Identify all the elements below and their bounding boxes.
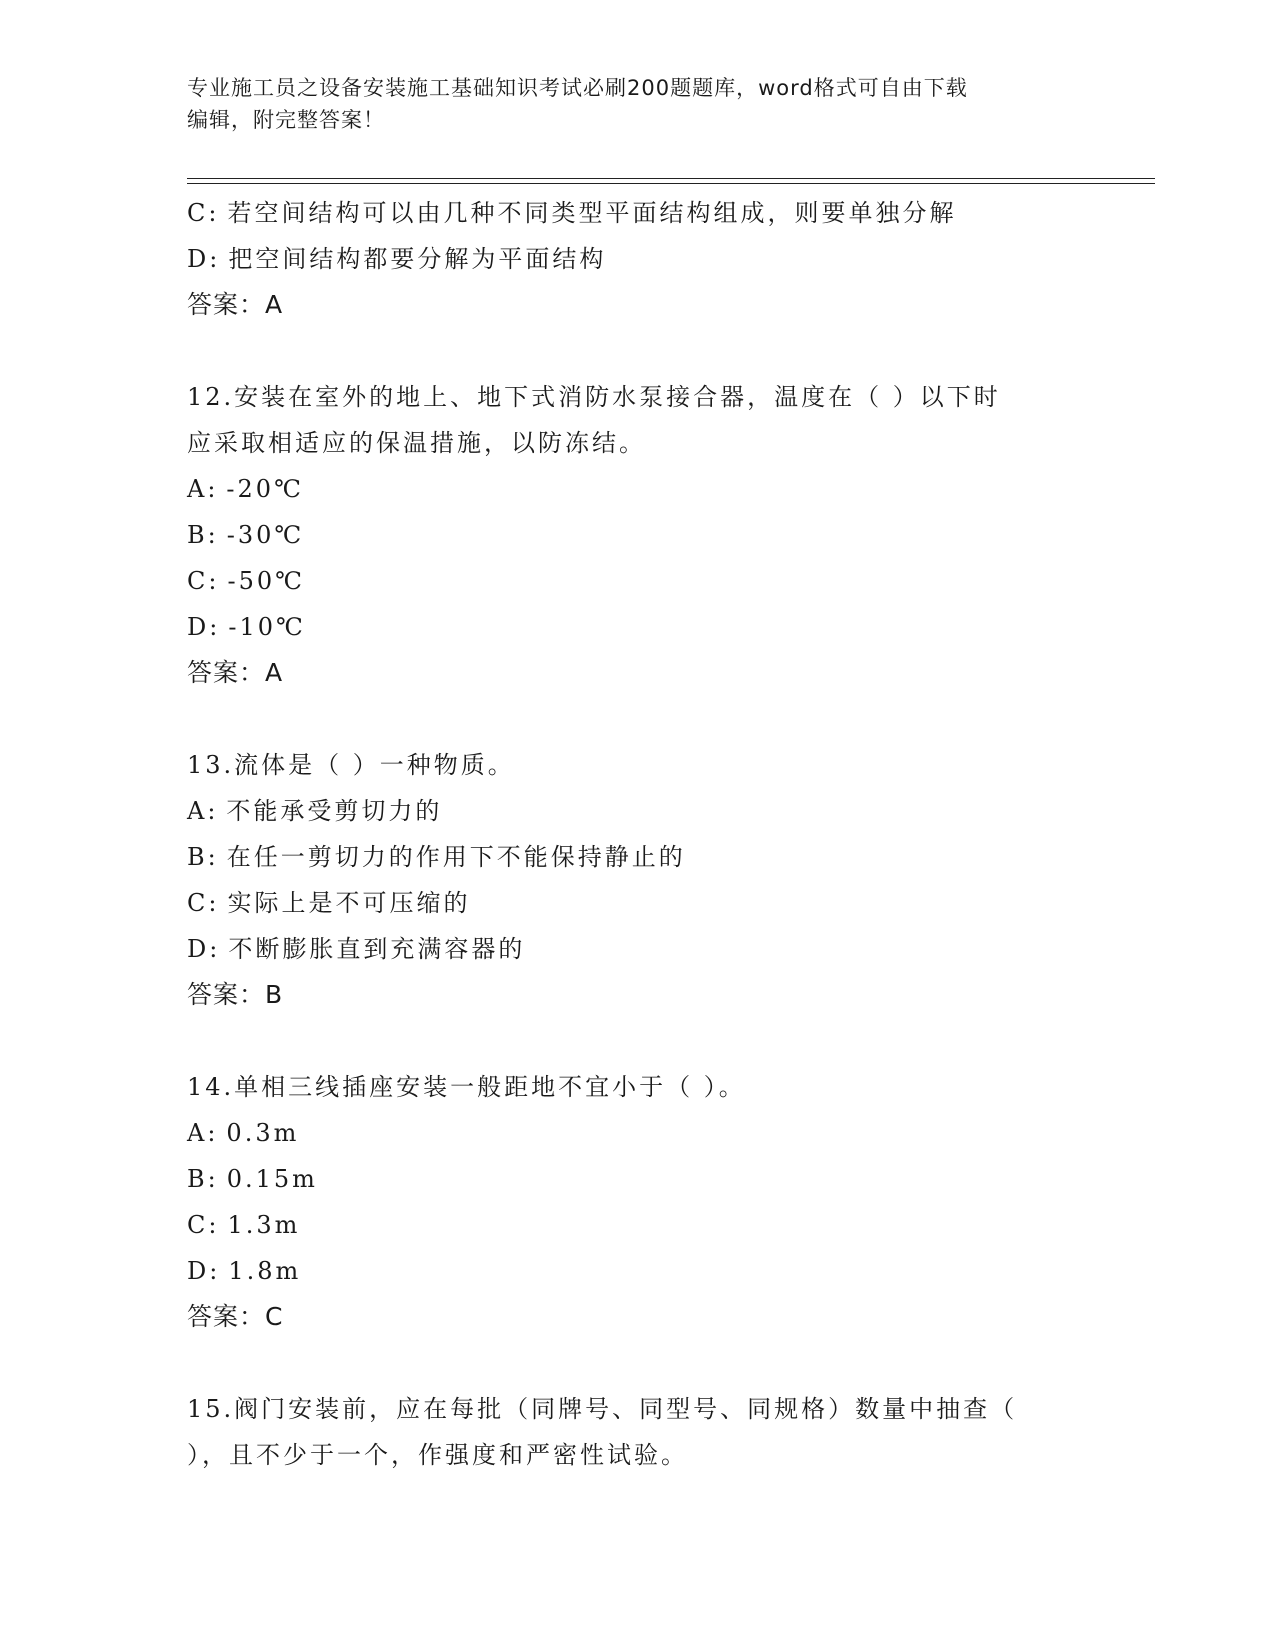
option-label: D:	[187, 613, 221, 641]
question-13	[187, 742, 1127, 1018]
option-label: A:	[187, 1119, 219, 1147]
option-a	[187, 1110, 1127, 1156]
answer: 答案：A	[187, 290, 284, 319]
question-14	[187, 1064, 1127, 1340]
option-c	[187, 1202, 1127, 1248]
option-text: -20℃	[226, 475, 304, 503]
option-a	[187, 466, 1127, 512]
option-label: A:	[187, 797, 219, 825]
option-text: -30℃	[226, 521, 305, 549]
option-label: C:	[187, 1211, 220, 1239]
option-d	[187, 604, 1127, 650]
question-11	[187, 190, 1127, 328]
option-label: B:	[187, 843, 219, 871]
option-label: C:	[187, 567, 220, 595]
option-label: D:	[187, 1257, 221, 1285]
spacer	[187, 1018, 1127, 1064]
question-15	[187, 1386, 1127, 1478]
header-divider-top	[187, 178, 1155, 179]
option-d	[187, 1248, 1127, 1294]
answer: 答案：B	[187, 980, 284, 1009]
option-text: 不能承受剪切力的	[226, 797, 443, 825]
option-b	[187, 1156, 1127, 1202]
option-c	[187, 190, 1127, 236]
option-text: 把空间结构都要分解为平面结构	[228, 245, 607, 273]
question-list	[187, 190, 1127, 1478]
option-a	[187, 788, 1127, 834]
question-stem: ），且不少于一个，作强度和严密性试验。	[187, 1441, 688, 1469]
question-stem: 15.阀门安装前，应在每批（同牌号、同型号、同规格）数量中抽查（	[187, 1395, 1018, 1423]
question-stem: 13.流体是（ ）一种物质。	[187, 751, 515, 779]
option-label: C:	[187, 889, 220, 917]
option-c	[187, 880, 1127, 926]
header-line-2: 编辑，附完整答案！	[187, 108, 385, 132]
question-stem: 应采取相适应的保温措施，以防冻结。	[187, 429, 646, 457]
option-b	[187, 834, 1127, 880]
option-text: 不断膨胀直到充满容器的	[228, 935, 526, 963]
option-label: A:	[187, 475, 219, 503]
option-label: C:	[187, 199, 220, 227]
header-divider-bottom	[187, 183, 1155, 184]
option-c	[187, 558, 1127, 604]
option-label: B:	[187, 1165, 219, 1193]
spacer	[187, 696, 1127, 742]
option-label: D:	[187, 935, 221, 963]
option-text: 1.3m	[227, 1211, 301, 1239]
option-text: 1.8m	[228, 1257, 302, 1285]
option-label: B:	[187, 521, 219, 549]
option-text: 0.3m	[226, 1119, 300, 1147]
question-stem: 12.安装在室外的地上、地下式消防水泵接合器，温度在（ ）以下时	[187, 383, 1001, 411]
option-text: 若空间结构可以由几种不同类型平面结构组成，则要单独分解	[227, 199, 957, 227]
option-b	[187, 512, 1127, 558]
option-text: 在任一剪切力的作用下不能保持静止的	[226, 843, 686, 871]
header-line-1: 专业施工员之设备安装施工基础知识考试必刷200题题库，word格式可自由下载	[187, 76, 968, 100]
spacer	[187, 328, 1127, 374]
question-stem: 14.单相三线插座安装一般距地不宜小于（ ）。	[187, 1073, 746, 1101]
option-text: 0.15m	[226, 1165, 318, 1193]
answer: 答案：C	[187, 1302, 284, 1331]
option-d	[187, 236, 1127, 282]
option-label: D:	[187, 245, 221, 273]
option-text: -10℃	[228, 613, 306, 641]
answer: 答案：A	[187, 658, 284, 687]
spacer	[187, 1340, 1127, 1386]
option-text: -50℃	[227, 567, 305, 595]
option-text: 实际上是不可压缩的	[227, 889, 471, 917]
option-d	[187, 926, 1127, 972]
document-header	[187, 72, 1087, 136]
question-12	[187, 374, 1127, 696]
